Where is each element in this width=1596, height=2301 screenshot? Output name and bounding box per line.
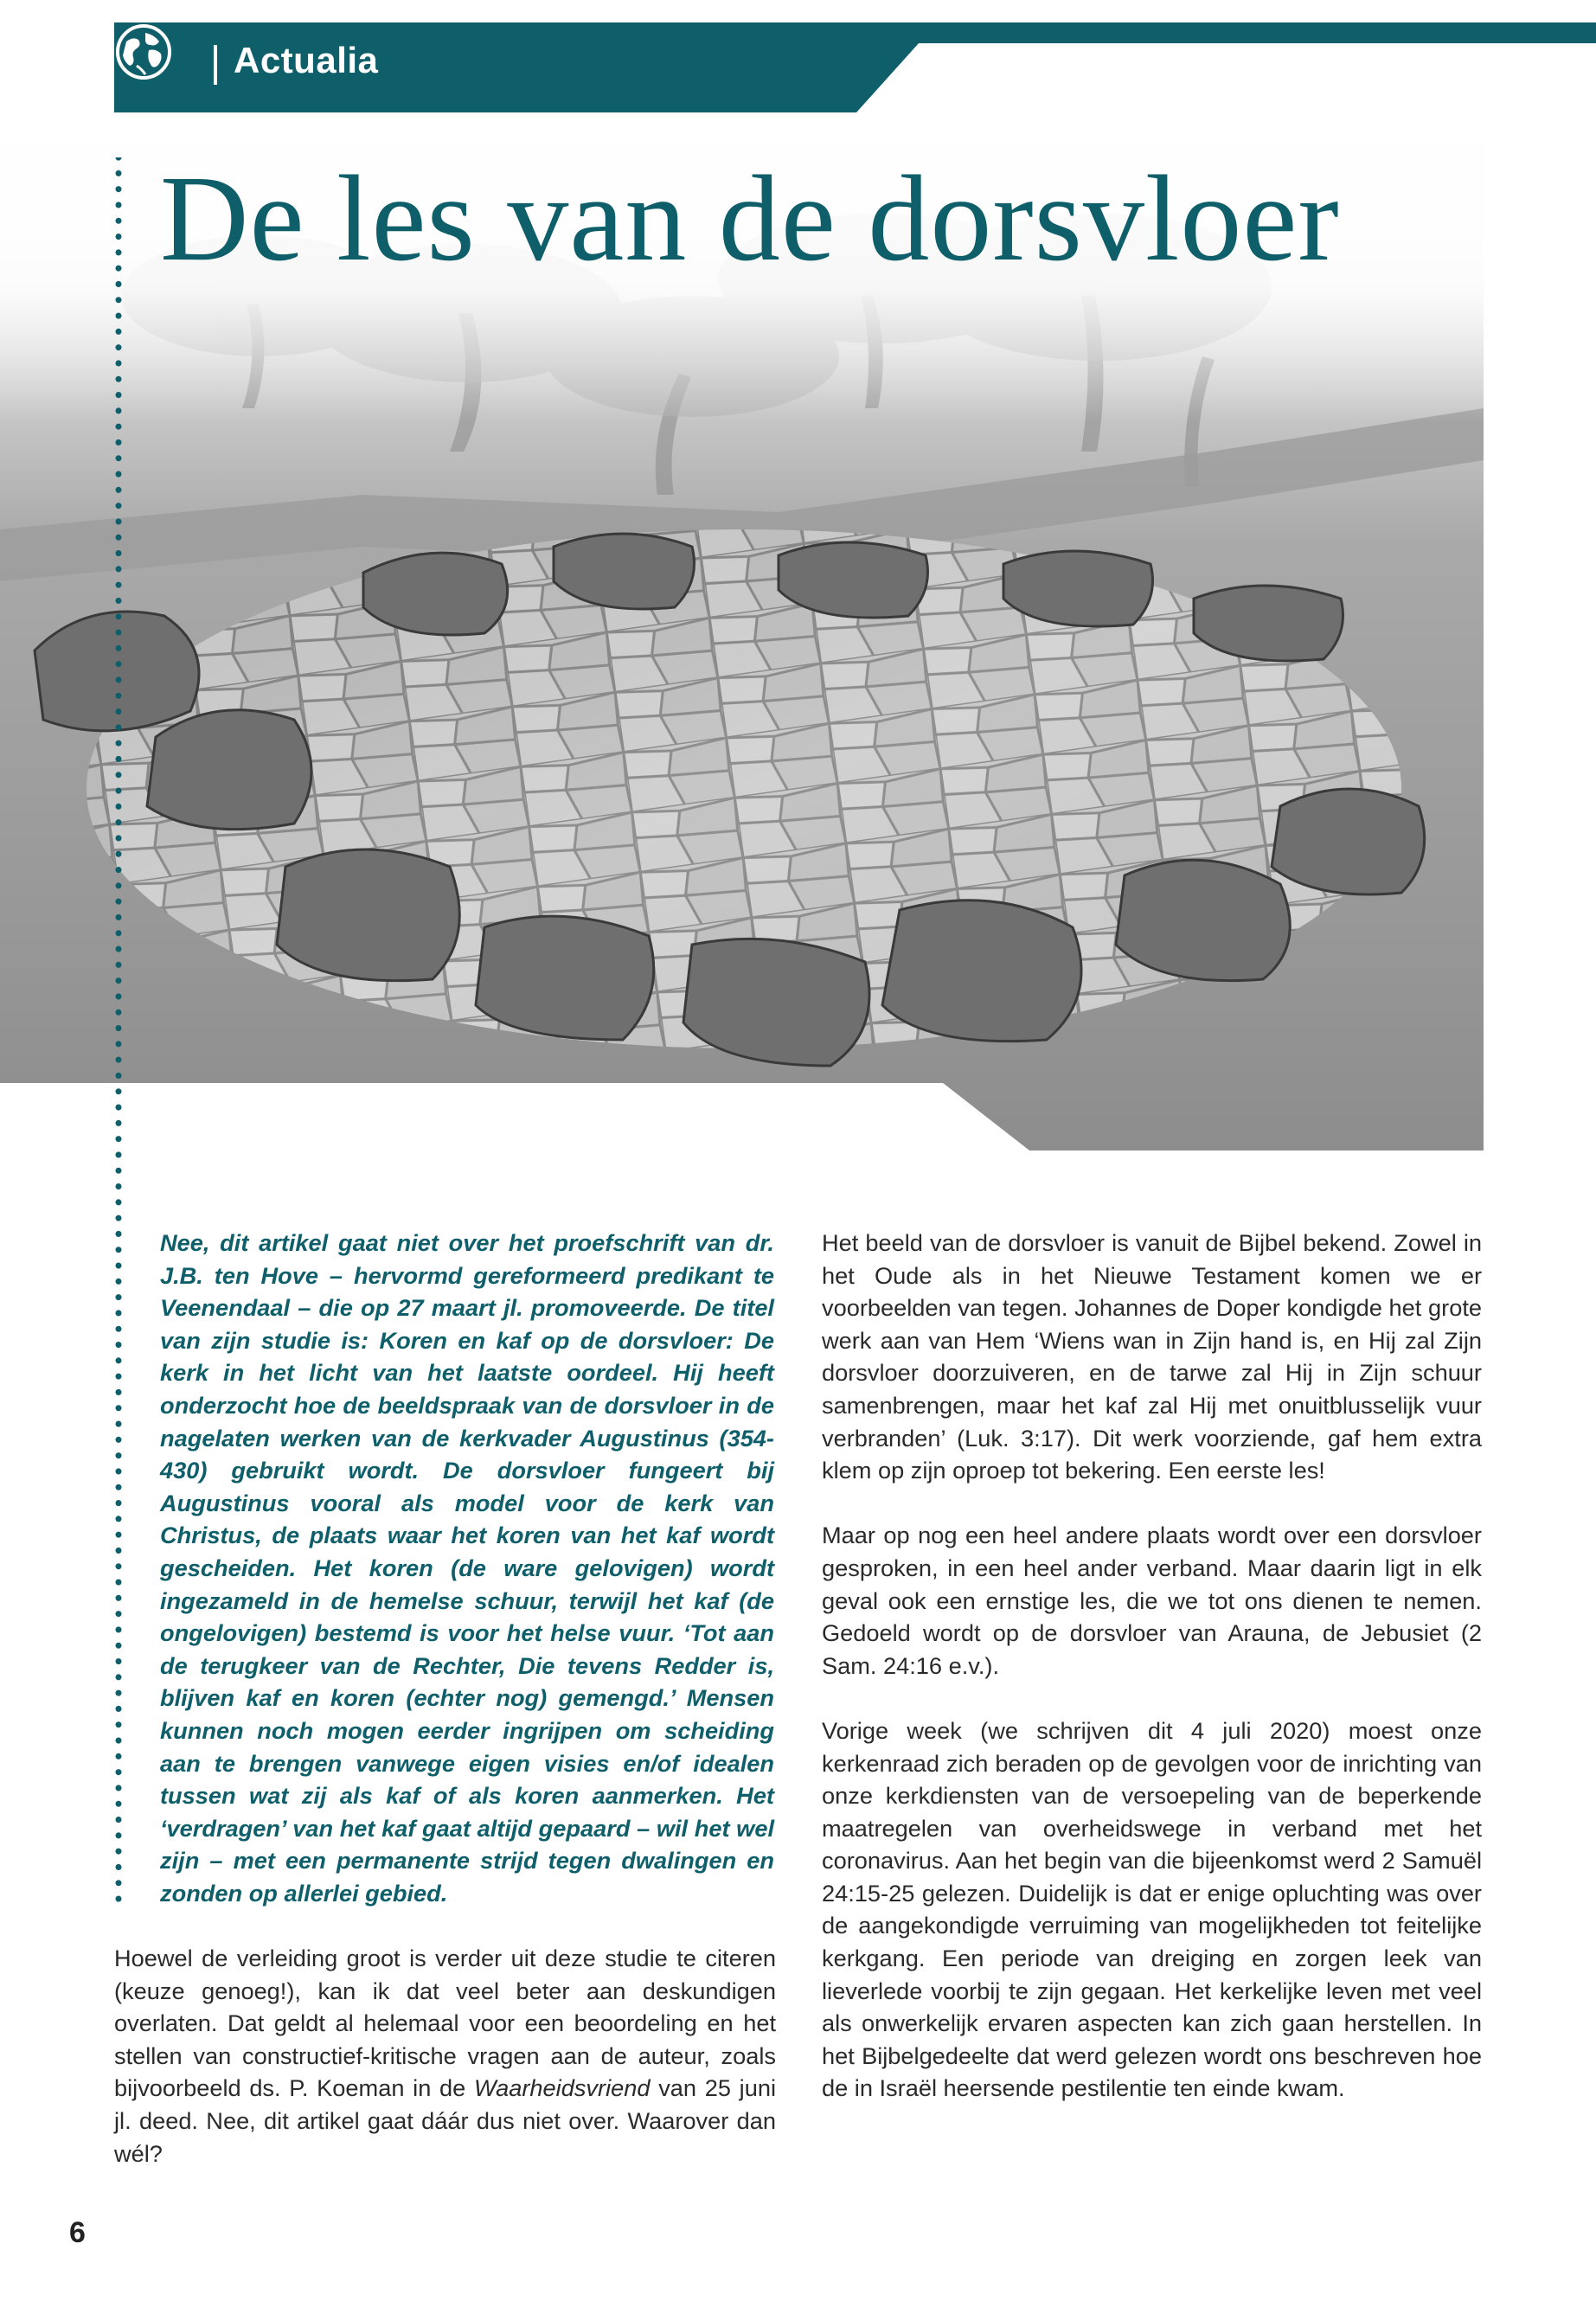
- page-number: 6: [69, 2216, 86, 2249]
- dotted-rule: [114, 157, 123, 1905]
- header-separator: [214, 45, 217, 85]
- right-paragraph-1: Het beeld van de dorsvloer is vanuit de Bijbel bekend. Zowel in het Oude als in het Nieuwe Testament komen we er voorbeelden van tegen. Johannes de Doper kondigde het grote werk aan van Hem ‘Wiens wan in Zijn hand is, en Hij zal Zijn dorsvloer doorzuiveren, en de tarwe zal Hij in Zijn schuur samenbrengen, maar het kaf zal Hij met onuitblusselijk vuur verbranden’ (Luk. 3:17). Dit werk voorziende, gaf hem extra klem op zijn oproep tot bekering. Een eerste les!: [822, 1229, 1482, 1484]
- left-text-a: Hoewel de verleiding groot is verder uit deze studie te citeren (keuze genoeg!), kan ik dat veel beter aan deskundigen overlaten. Dat geldt al helemaal voor een beoordeling en het stellen van constructief-kritische vragen aan de auteur, zoals bijvoorbeeld ds. P. Koeman in de: [114, 1945, 776, 2102]
- publication-name: Waarheidsvriend: [473, 2074, 651, 2102]
- article-intro: Nee, dit artikel gaat niet over het proefschrift van dr. J.B. ten Hove – hervormd gereformeerd predikant te Veenendaal – die op 27 maart jl. promoveerde. De titel van zijn studie is: Koren en kaf op de dorsvloer: De kerk in het licht van het laatste oordeel. Hij heeft onderzocht hoe de beeldspraak van de dorsvloer in de nagelaten werken van de kerkvader Augustinus (354-430) gebruikt wordt. De dorsvloer fungeert bij Augustinus vooral als model voor de kerk van Christus, de plaats waar het koren van het kaf wordt gescheiden. Het koren (de ware gelovigen) wordt ingezameld in de hemelse schuur, terwijl het kaf (de ongelovigen) bestemd is voor het helse vuur. ‘Tot aan de terugkeer van de Rechter, Die tevens Redder is, blijven kaf en koren (echter nog) gemengd.’ Mensen kunnen noch mogen eerder ingrijpen om scheiding aan te brengen vanwege eigen visies en/of idealen tussen wat zij als kaf of als koren aanmerken. Het ‘verdragen’ van het kaf gaat altijd gepaard – wil het wel zijn – met een permanente strijd tegen dwalingen en zonden op allerlei gebied.: [160, 1229, 774, 1907]
- section-header-band: [114, 22, 1596, 112]
- left-text-b: van 25 juni jl. deed. Nee, dit artikel gaat dáár dus niet over. Waarover dan wél?: [114, 2074, 776, 2167]
- section-label: Actualia: [234, 40, 379, 80]
- right-paragraph-2: Maar op nog een heel andere plaats wordt over een dorsvloer gesproken, in een heel ander verband. Maar daarin ligt in elk geval ook een ernstige les, die we tot ons dienen te nemen. Gedoeld wordt op de dorsvloer van Arauna, de Jebusiet (2 Sam. 24:16 e.v.).: [822, 1522, 1482, 1679]
- globe-icon: [114, 22, 173, 81]
- article-title: De les van de dorsvloer: [160, 150, 1340, 286]
- right-paragraph-3: Vorige week (we schrijven dit 4 juli 2020) moest onze kerkenraad zich beraden op de gevolgen voor de inrichting van onze kerkdiensten van de versoepeling van de beperkende maatregelen van overheidswege in verband met het coronavirus. Aan het begin van die bijeenkomst werd 2 Samuël 24:15-25 gelezen. Duidelijk is dat er enige opluchting was over de aangekondigde verruiming van mogelijkheden tot feitelijke kerkgang. Een periode van dreiging en zorgen leek van lieverlede voorbij te zijn gegaan. Het kerkelijke leven met veel als onwerkelijk ervaren aspecten kan zich gaan herstellen. In het Bijbelgedeelte dat werd gelezen wordt ons beschreven hoe de in Israël heersende pestilentie ten einde kwam.: [822, 1716, 1482, 2102]
- right-column: [822, 1227, 1482, 2138]
- left-column-paragraph: [114, 1942, 776, 2170]
